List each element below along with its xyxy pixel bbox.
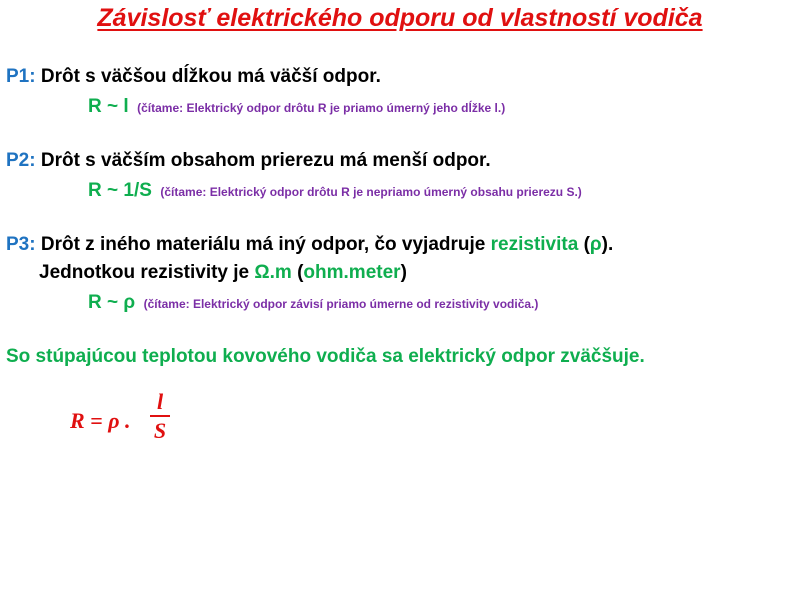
p1-note: (čítame: Elektrický odpor drôtu R je priamo úmerný jeho dĺžke l.)	[137, 101, 506, 115]
p3-unit-open: (	[297, 262, 304, 283]
p2-statement	[6, 150, 491, 172]
temperature-statement: So stúpajúcou teplotou kovového vodiča sa elektrický odpor zväčšuje.	[6, 346, 645, 367]
p3-close-paren: ).	[601, 234, 614, 255]
p2-text: Drôt s väčším obsahom prierezu má menší odpor.	[40, 150, 491, 171]
formula-fraction	[150, 390, 170, 443]
page-title: Závislosť elektrického odporu od vlastností vodiča	[97, 4, 703, 32]
p3-symbol: ρ	[589, 234, 602, 255]
p3-unit-close: )	[400, 262, 407, 283]
formula-lhs: R = ρ .	[70, 408, 131, 433]
p3-unit-line	[39, 262, 407, 284]
p3-note: (čítame: Elektrický odpor závisí priamo úmerne od rezistivity vodiča.)	[143, 297, 539, 311]
formula-numerator: l	[156, 389, 164, 414]
fraction-bar	[150, 415, 170, 417]
p2-note: (čítame: Elektrický odpor drôtu R je nepriamo úmerný obsahu prierezu S.)	[160, 185, 582, 199]
p3-law-line	[88, 292, 538, 314]
p3-text: Drôt z iného materiálu má iný odpor, čo vyjadruje	[40, 234, 486, 255]
p3-statement	[6, 234, 613, 256]
p2-law: R ~ 1/S	[88, 180, 152, 201]
p3-label: P3:	[6, 234, 36, 255]
p3-open-paren: (	[583, 234, 590, 255]
p3-unit-text: Jednotkou rezistivity je	[39, 262, 250, 283]
p1-label: P1:	[6, 66, 36, 87]
formula-denominator: S	[153, 418, 167, 443]
p2-label: P2:	[6, 150, 36, 171]
p3-term: rezistivita	[490, 234, 579, 255]
p3-unit-name: ohm.meter	[303, 262, 401, 283]
p1-law-line	[88, 96, 505, 118]
p1-statement	[6, 66, 381, 88]
p3-law: R ~ ρ	[88, 292, 136, 313]
p2-law-line	[88, 180, 582, 202]
p3-unit: Ω.m	[254, 262, 292, 283]
p1-text: Drôt s väčšou dĺžkou má väčší odpor.	[40, 66, 381, 87]
p1-law: R ~ l	[88, 96, 129, 117]
